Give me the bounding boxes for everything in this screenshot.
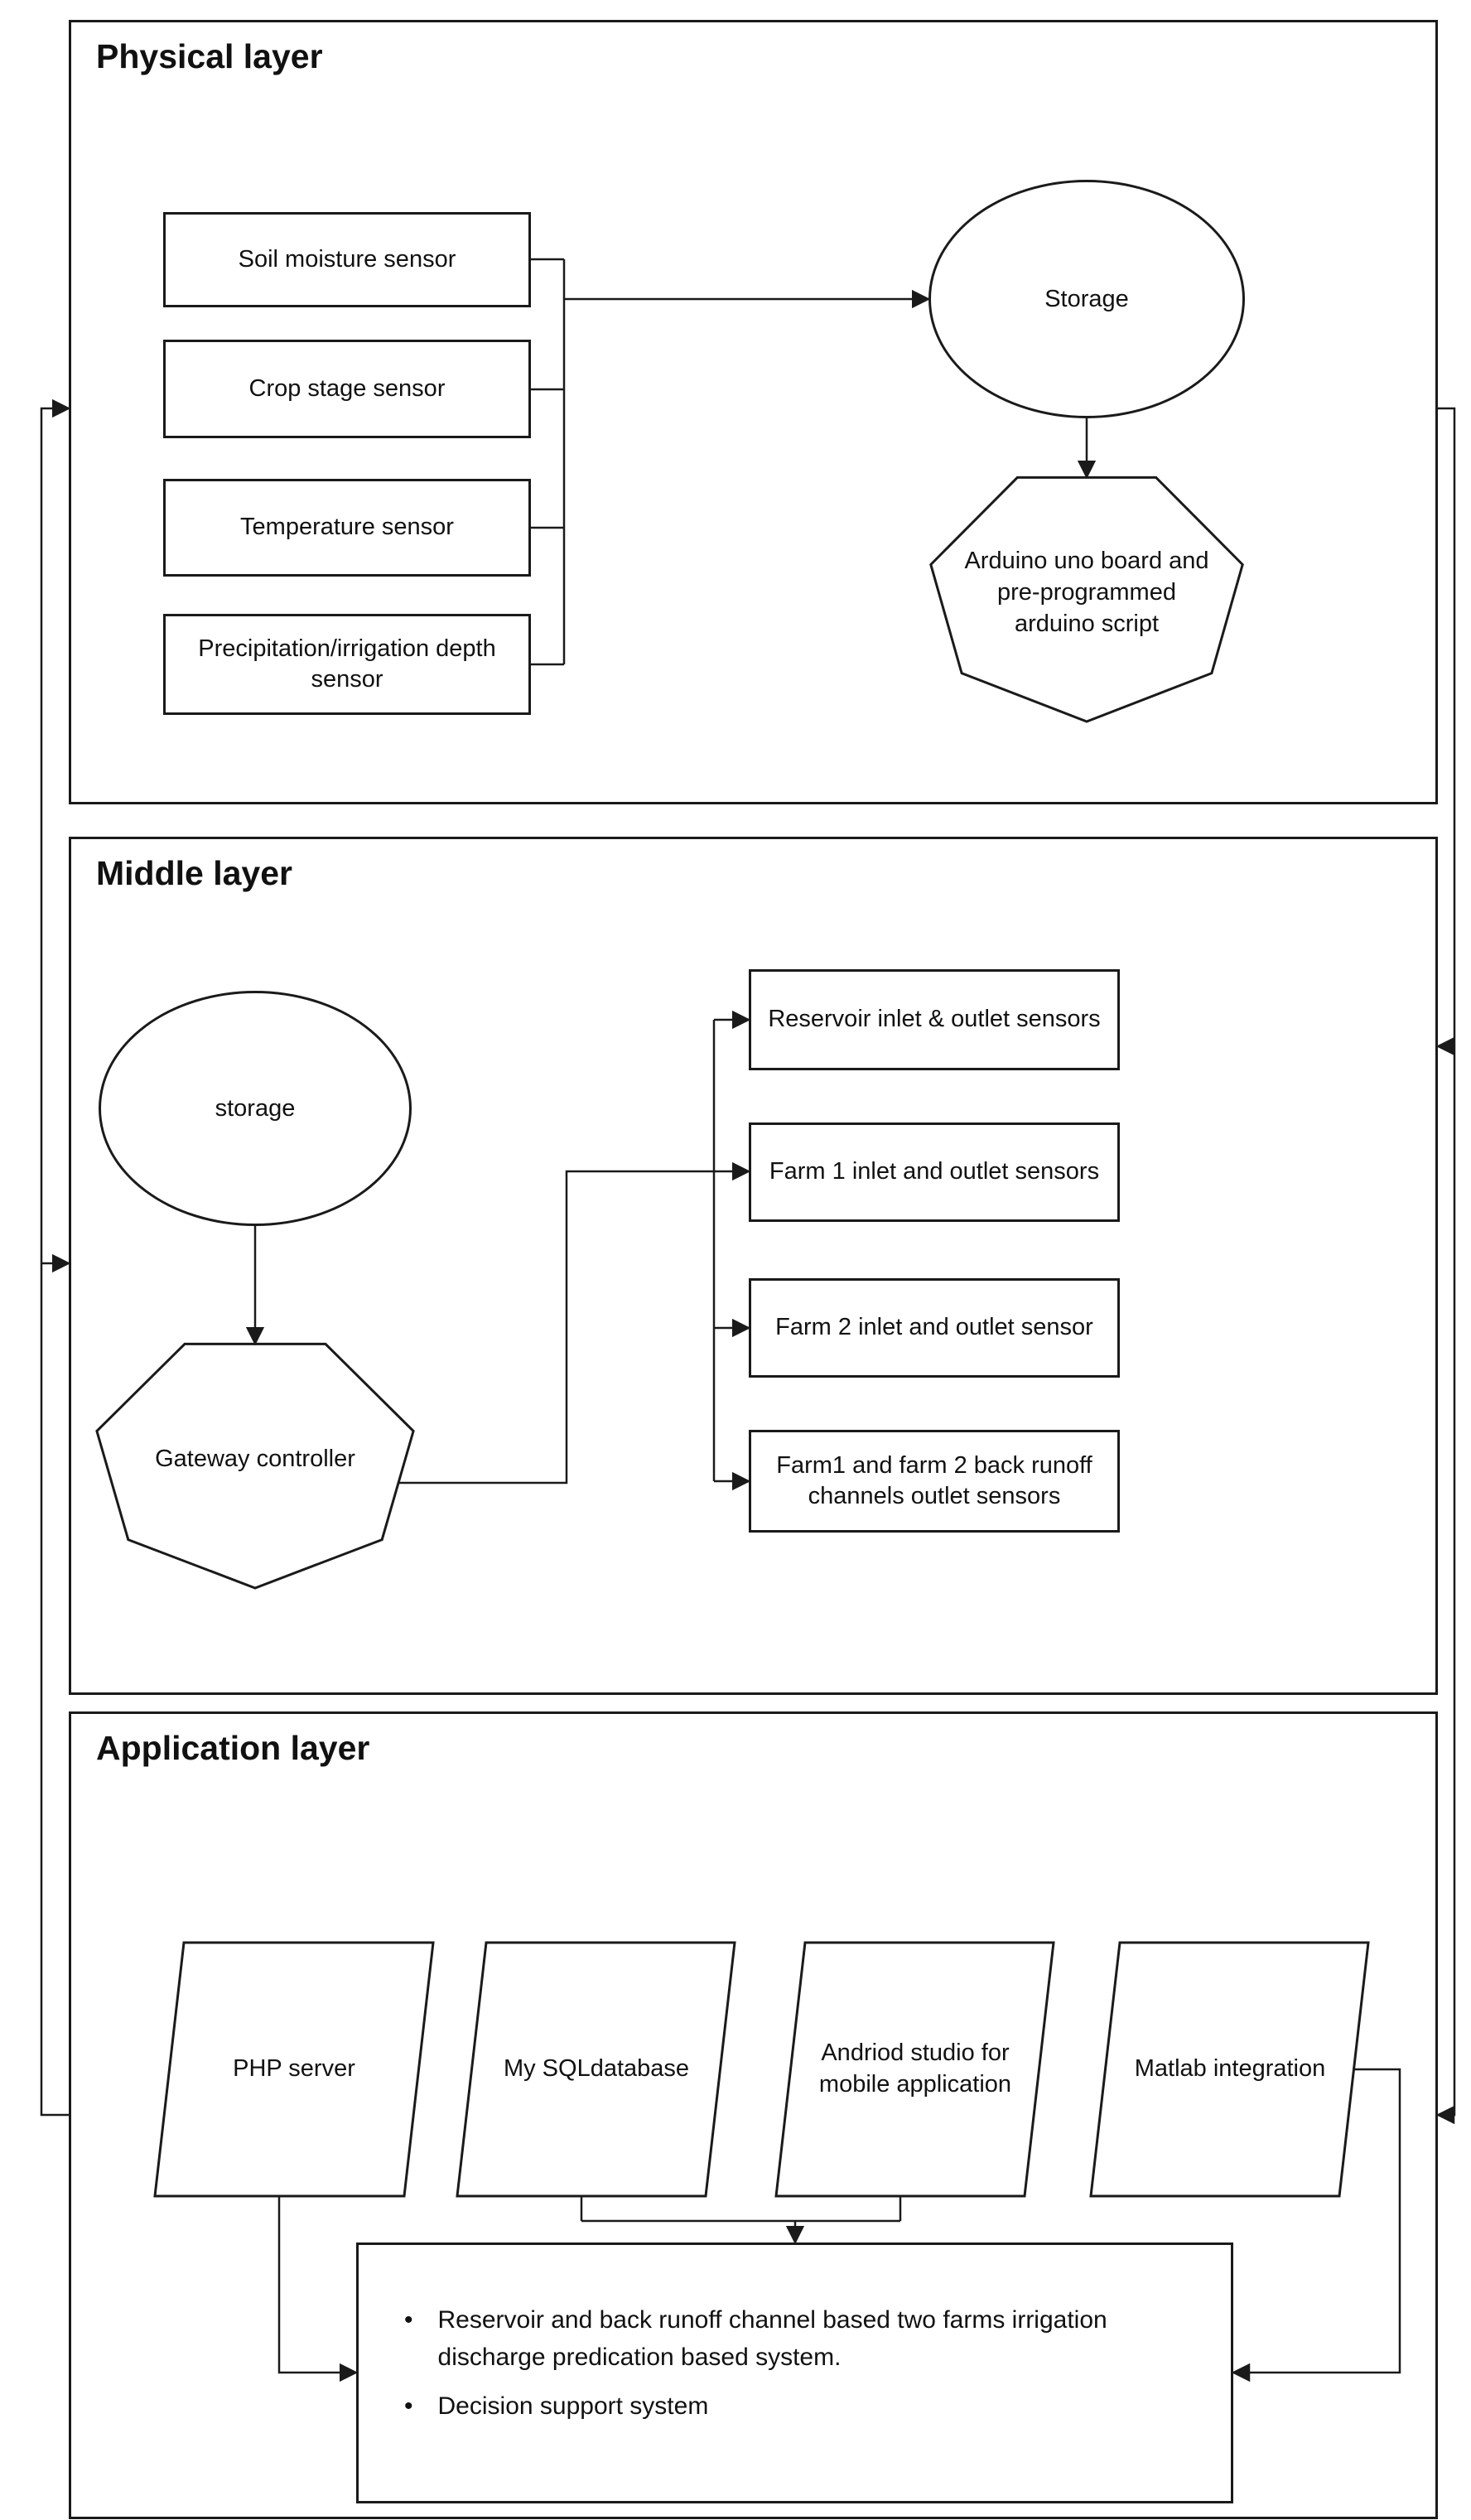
node-reservoir-inlet-outlet-sensors: Reservoir inlet & outlet sensors bbox=[749, 969, 1120, 1070]
node-farm1-inlet-outlet-sensors: Farm 1 inlet and outlet sensors bbox=[749, 1122, 1120, 1222]
node-back-runoff-channels-sensors: Farm1 and farm 2 back runoff channels outlet sensors bbox=[749, 1430, 1120, 1533]
node-arduino-board-label: Arduino uno board and pre-programmed arduino script bbox=[964, 548, 1209, 637]
node-android-studio-label: Andriod studio for mobile application bbox=[818, 2040, 1012, 2098]
wire-physical-to-app-right-arrow bbox=[1438, 408, 1454, 2115]
bullet-text: Reservoir and back runoff channel based two farms irrigation discharge predication based system. bbox=[437, 2306, 1107, 2371]
node-physical-storage-ellipse: Storage bbox=[928, 180, 1245, 418]
bullet-text: Decision support system bbox=[437, 2392, 709, 2420]
node-matlab-integration-label: Matlab integration bbox=[1134, 2055, 1326, 2083]
bullet-dot: • bbox=[404, 2306, 413, 2334]
physical-layer-title: Physical layer bbox=[96, 37, 323, 75]
middle-layer-title: Middle layer bbox=[96, 854, 292, 892]
node-php-server-label: PHP server bbox=[233, 2055, 355, 2083]
node-decision-system-box bbox=[356, 2242, 1233, 2503]
bullet-item-prediction-system bbox=[404, 2301, 1181, 2376]
bullet-item-decision-support bbox=[404, 2387, 1181, 2425]
bullet-dot: • bbox=[404, 2392, 413, 2420]
node-middle-storage-ellipse: storage bbox=[99, 991, 412, 1226]
node-soil-moisture-sensor: Soil moisture sensor bbox=[163, 212, 531, 307]
node-crop-stage-sensor: Crop stage sensor bbox=[163, 340, 531, 438]
node-gateway-controller-label: Gateway controller bbox=[155, 1446, 355, 1473]
application-layer-title: Application layer bbox=[96, 1729, 370, 1767]
node-mysql-database-label: My SQLdatabase bbox=[503, 2055, 690, 2083]
node-temperature-sensor: Temperature sensor bbox=[163, 479, 531, 577]
node-farm2-inlet-outlet-sensor: Farm 2 inlet and outlet sensor bbox=[749, 1278, 1120, 1378]
wire-app-to-physical-left-arrow bbox=[41, 408, 69, 2115]
node-precipitation-sensor: Precipitation/irrigation depth sensor bbox=[163, 614, 531, 715]
